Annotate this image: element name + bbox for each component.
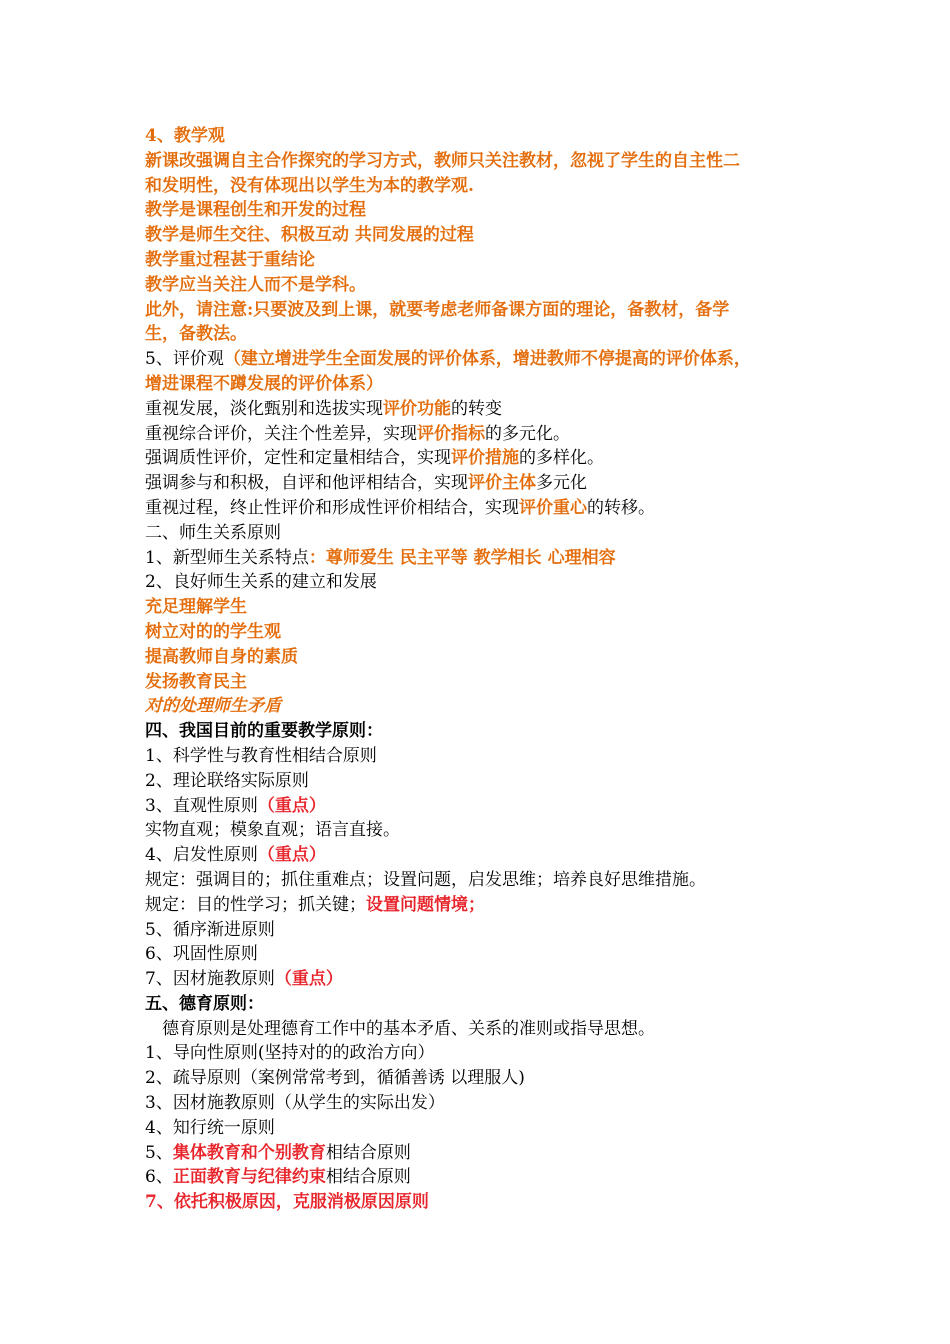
evaluation-item-text: 的转变 xyxy=(451,398,502,419)
principle-text: 相结合原则 xyxy=(325,1142,411,1163)
evaluation-view-heading xyxy=(145,347,845,372)
moral-principles-heading: 五、德育原则： xyxy=(145,993,264,1014)
evaluation-item-2 xyxy=(145,422,845,447)
teaching-principle-4 xyxy=(145,843,845,868)
teaching-principle-2: 2、理论联络实际原则 xyxy=(145,770,309,791)
teaching-view-note-line-1: 此外，请注意:只要波及到上课，就要考虑老师备课方面的理论，备教材，备学 xyxy=(145,299,730,320)
moral-principles-definition: 德育原则是处理德育工作中的基本矛盾、关系的准则或指导思想。 xyxy=(162,1018,655,1039)
evaluation-item-text: 的多样化。 xyxy=(519,448,604,469)
relationship-measure-4: 发扬教育民主 xyxy=(145,671,247,692)
moral-principle-6 xyxy=(145,1165,845,1190)
evaluation-item-keyword: 评价重心 xyxy=(519,497,587,518)
evaluation-view-note-line-2: 增进课程不蹲发展的评价体系） xyxy=(145,373,383,394)
moral-principle-1: 1、导向性原则(坚持对的的政治方向） xyxy=(145,1043,435,1064)
teaching-view-point-3: 教学重过程甚于重结论 xyxy=(145,249,315,270)
evaluation-item-text: 的转移。 xyxy=(587,497,655,518)
document-body xyxy=(145,124,845,1215)
relationship-heading: 二、师生关系原则 xyxy=(145,522,281,543)
teaching-view-heading: 4、教学观 xyxy=(145,126,225,146)
relationship-measure-1: 充足理解学生 xyxy=(145,597,247,618)
evaluation-item-text: 重视综合评价，关注个性差异，实现 xyxy=(145,423,417,444)
principle-text: 3、直观性原则 xyxy=(145,795,258,816)
evaluation-item-keyword: 评价功能 xyxy=(383,398,451,419)
teaching-principle-4-detail-1: 规定：强调目的；抓住重难点；设置问题，启发思维；培养良好思维措施。 xyxy=(145,869,706,890)
evaluation-item-5 xyxy=(145,496,845,521)
teaching-view-note-line-2: 生，备教法。 xyxy=(145,324,247,345)
teaching-view-point-2: 教学是师生交往、积极互动 共同发展的过程 xyxy=(145,225,474,246)
relationship-measure-2: 树立对的的学生观 xyxy=(145,621,281,642)
evaluation-item-keyword: 评价指标 xyxy=(417,423,485,444)
evaluation-item-text: 重视发展，淡化甄别和选拔实现 xyxy=(145,398,383,419)
relationship-point-keywords: ：尊师爱生 民主平等 教学相长 心理相容 xyxy=(308,547,616,568)
moral-principle-2: 2、疏导原则（案例常常考到，循循善诱 以理服人) xyxy=(145,1068,525,1089)
relationship-measure-5: 对的处理师生矛盾 xyxy=(145,696,281,717)
principle-text: 规定：目的性学习；抓关键； xyxy=(145,894,366,915)
moral-principle-3: 3、因材施教原则（从学生的实际出发） xyxy=(145,1093,445,1114)
key-point-badge: （重点） xyxy=(274,969,343,990)
relationship-point-text: 1、新型师生关系特点 xyxy=(145,547,309,568)
evaluation-view-title: 5、评价观 xyxy=(145,349,224,370)
teaching-principle-1: 1、科学性与教育性相结合原则 xyxy=(145,745,377,766)
moral-principle-7: 7、依托积极原因，克服消极原因原则 xyxy=(145,1192,429,1213)
evaluation-item-keyword: 评价措施 xyxy=(451,448,519,469)
teaching-view-point-4: 教学应当关注人而不是学科。 xyxy=(145,274,366,295)
relationship-point-1 xyxy=(145,546,845,571)
principle-number: 6、 xyxy=(145,1167,173,1188)
evaluation-item-3 xyxy=(145,446,845,471)
teaching-principle-5: 5、循序渐进原则 xyxy=(145,919,275,940)
key-point-badge: （重点） xyxy=(257,845,326,866)
teaching-view-paragraph-line-2: 和发明性，没有体现出以学生为本的教学观. xyxy=(145,175,474,196)
teaching-view-paragraph-line-1: 新课改强调自主合作探究的学习方式，教师只关注教材，忽视了学生的自主性二 xyxy=(145,150,740,171)
teaching-principle-4-detail-2 xyxy=(145,893,845,918)
principle-keyword: 正面教育与纪律约束 xyxy=(172,1167,326,1188)
principle-keyword: 集体教育和个别教育 xyxy=(172,1142,326,1163)
evaluation-item-text: 强调参与和积极，自评和他评相结合，实现 xyxy=(145,473,468,494)
evaluation-item-text: 的多元化。 xyxy=(485,423,570,444)
teaching-view-point-1: 教学是课程创生和开发的过程 xyxy=(145,200,366,221)
evaluation-view-note: （建立增进学生全面发展的评价体系，增进教师不停提高的评价体系， xyxy=(223,349,751,370)
evaluation-item-text: 强调质性评价，定性和定量相结合，实现 xyxy=(145,448,451,469)
principle-text: 7、因材施教原则 xyxy=(145,969,275,990)
evaluation-item-text: 多元化 xyxy=(536,473,587,494)
teaching-principle-6: 6、巩固性原则 xyxy=(145,944,258,965)
moral-principle-5 xyxy=(145,1141,845,1166)
evaluation-item-text: 重视过程，终止性评价和形成性评价相结合，实现 xyxy=(145,497,519,518)
evaluation-item-1 xyxy=(145,397,845,422)
relationship-point-2: 2、良好师生关系的建立和发展 xyxy=(145,572,377,593)
teaching-principle-3-detail: 实物直观；模象直观；语言直接。 xyxy=(145,820,400,841)
teaching-principle-3 xyxy=(145,794,845,819)
moral-principle-4: 4、知行统一原则 xyxy=(145,1117,275,1138)
principle-number: 5、 xyxy=(145,1142,173,1163)
teaching-principles-heading: 四、我国目前的重要教学原则： xyxy=(145,721,383,742)
relationship-measure-3: 提高教师自身的素质 xyxy=(145,646,298,667)
evaluation-item-keyword: 评价主体 xyxy=(468,473,536,494)
principle-text: 相结合原则 xyxy=(325,1167,411,1188)
principle-keyword: 设置问题情境； xyxy=(366,894,485,915)
key-point-badge: （重点） xyxy=(257,795,326,816)
principle-text: 4、启发性原则 xyxy=(145,845,258,866)
teaching-principle-7 xyxy=(145,967,845,992)
evaluation-item-4 xyxy=(145,471,845,496)
